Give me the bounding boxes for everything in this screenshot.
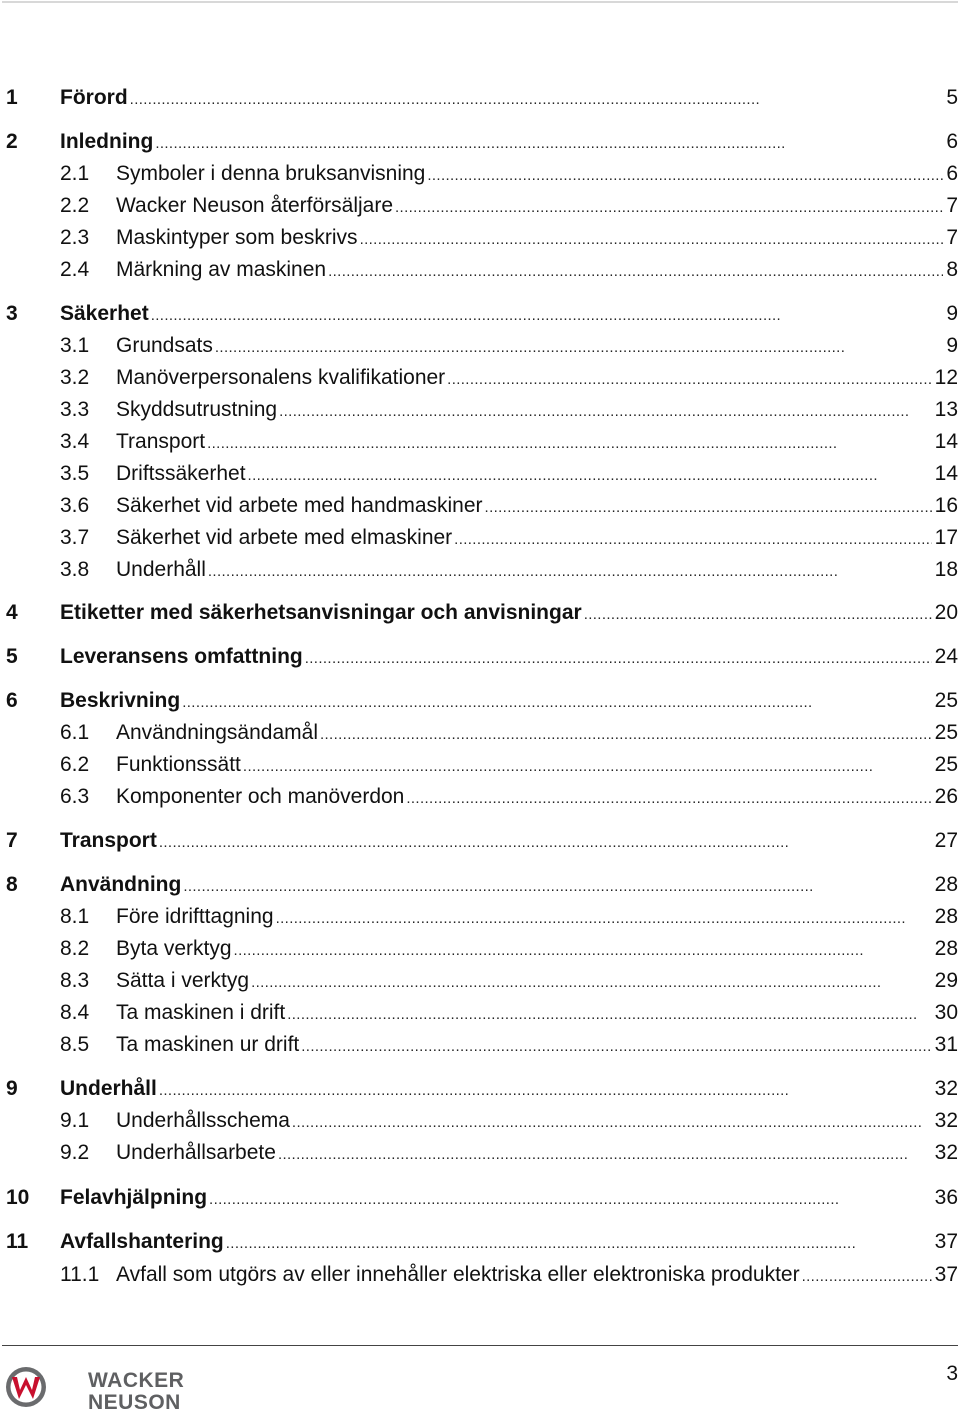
toc-entry xyxy=(116,934,958,964)
toc-section-row[interactable] xyxy=(0,782,960,812)
toc-entry-number: 7 xyxy=(6,829,18,852)
toc-entry xyxy=(60,826,958,856)
toc-entry xyxy=(60,127,958,157)
toc-dot-leader xyxy=(159,826,932,858)
toc-dot-leader xyxy=(287,998,931,1030)
toc-dot-leader xyxy=(207,427,932,459)
toc-entry-title: Sätta i verktyg xyxy=(116,969,250,992)
toc-dot-leader xyxy=(215,331,943,363)
toc-entry-number: 9 xyxy=(6,1077,18,1100)
toc-section-row[interactable] xyxy=(0,718,960,748)
toc-chapter-row[interactable] xyxy=(0,870,960,900)
toc-page-number: 27 xyxy=(934,829,958,852)
toc-section-row[interactable] xyxy=(0,966,960,996)
toc-entry-number: 3.6 xyxy=(60,494,90,517)
toc-entry xyxy=(116,223,958,253)
toc-section-row[interactable] xyxy=(0,331,960,361)
toc-page-number: 25 xyxy=(934,689,958,712)
toc-section-row[interactable] xyxy=(0,363,960,393)
toc-entry-number: 2.1 xyxy=(60,162,90,185)
toc-entry xyxy=(116,1260,958,1290)
toc-dot-leader xyxy=(183,870,931,902)
toc-dot-leader xyxy=(234,934,932,966)
toc-page-number: 36 xyxy=(934,1186,958,1209)
toc-dot-leader xyxy=(155,127,943,159)
toc-entry-number: 6.2 xyxy=(60,753,90,776)
toc-dot-leader xyxy=(130,83,944,115)
toc-dot-leader xyxy=(485,491,932,523)
toc-dot-leader xyxy=(226,1227,932,1259)
toc-entry-title: Driftssäkerhet xyxy=(116,462,246,485)
toc-entry xyxy=(116,427,958,457)
toc-section-row[interactable] xyxy=(0,902,960,932)
toc-entry xyxy=(116,966,958,996)
toc-section-row[interactable] xyxy=(0,934,960,964)
toc-dot-leader xyxy=(251,966,932,998)
toc-entry-number: 10 xyxy=(6,1186,30,1209)
toc-chapter-row[interactable] xyxy=(0,83,960,113)
toc-dot-leader xyxy=(209,1183,932,1215)
toc-entry-number: 3.7 xyxy=(60,526,90,549)
toc-entry-title: Wacker Neuson återförsäljare xyxy=(116,194,393,217)
toc-section-row[interactable] xyxy=(0,998,960,1028)
toc-entry-title: Avfallshantering xyxy=(60,1230,224,1253)
toc-page-number: 9 xyxy=(946,302,958,325)
toc-entry-number: 6.1 xyxy=(60,721,90,744)
toc-dot-leader xyxy=(802,1260,932,1292)
toc-section-row[interactable] xyxy=(0,750,960,780)
toc-entry-number: 3.1 xyxy=(60,334,90,357)
toc-chapter-row[interactable] xyxy=(0,642,960,672)
toc-entry xyxy=(116,331,958,361)
toc-dot-leader xyxy=(208,555,932,587)
toc-section-row[interactable] xyxy=(0,223,960,253)
toc-dot-leader xyxy=(320,718,932,750)
toc-section-row[interactable] xyxy=(0,159,960,189)
toc-entry xyxy=(116,750,958,780)
toc-entry-title: Symboler i denna bruksanvisning xyxy=(116,162,426,185)
toc-chapter-row[interactable] xyxy=(0,1227,960,1257)
toc-dot-leader xyxy=(301,1030,931,1062)
toc-entry xyxy=(60,870,958,900)
toc-page-number: 20 xyxy=(934,601,958,624)
toc-entry-title: Säkerhet vid arbete med elmaskiner xyxy=(116,526,453,549)
toc-page-number: 37 xyxy=(934,1263,958,1286)
toc-page-number: 28 xyxy=(934,905,958,928)
toc-entry-title: Funktionssätt xyxy=(116,753,241,776)
toc-entry-title: Beskrivning xyxy=(60,689,181,712)
toc-entry-title: Underhåll xyxy=(60,1077,157,1100)
toc-page-number: 25 xyxy=(934,721,958,744)
toc-entry xyxy=(60,598,958,628)
toc-section-row[interactable] xyxy=(0,1106,960,1136)
toc-entry-title: Felavhjälpning xyxy=(60,1186,208,1209)
toc-dot-leader xyxy=(427,159,943,191)
top-border xyxy=(2,1,958,3)
toc-entry-number: 8.2 xyxy=(60,937,90,960)
toc-section-row[interactable] xyxy=(0,1260,960,1290)
toc-page-number: 28 xyxy=(934,937,958,960)
toc-chapter-row[interactable] xyxy=(0,127,960,157)
toc-entry xyxy=(60,686,958,716)
toc-section-row[interactable] xyxy=(0,491,960,521)
toc-entry xyxy=(116,718,958,748)
toc-page-number: 17 xyxy=(934,526,958,549)
toc-entry-title: Före idrifttagning xyxy=(116,905,274,928)
toc-entry-number: 6.3 xyxy=(60,785,90,808)
toc-entry-title: Säkerhet xyxy=(60,302,149,325)
toc-page-number: 6 xyxy=(946,162,958,185)
toc-page-number: 7 xyxy=(946,226,958,249)
toc-page-number: 14 xyxy=(934,430,958,453)
toc-page-number: 29 xyxy=(934,969,958,992)
toc-entry-number: 1 xyxy=(6,86,18,109)
toc-entry-title: Användning xyxy=(60,873,182,896)
toc-entry xyxy=(116,523,958,553)
toc-entry xyxy=(116,1030,958,1060)
toc-page-number: 26 xyxy=(934,785,958,808)
toc-entry-number: 8.4 xyxy=(60,1001,90,1024)
toc-section-row[interactable] xyxy=(0,395,960,425)
toc-dot-leader xyxy=(395,191,943,223)
toc-entry xyxy=(116,191,958,221)
toc-entry xyxy=(60,642,958,672)
w-emblem-icon xyxy=(6,1367,46,1407)
toc-dot-leader xyxy=(360,223,944,255)
toc-chapter-row[interactable] xyxy=(0,1074,960,1104)
toc-chapter-row[interactable] xyxy=(0,598,960,628)
toc-entry-title: Transport xyxy=(60,829,157,852)
toc-chapter-row[interactable] xyxy=(0,686,960,716)
toc-entry xyxy=(116,491,958,521)
page-number: 3 xyxy=(946,1362,958,1385)
toc-entry-title: Maskintyper som beskrivs xyxy=(116,226,358,249)
toc-dot-leader xyxy=(159,1074,932,1106)
toc-section-row[interactable] xyxy=(0,427,960,457)
toc-entry-number: 5 xyxy=(6,645,18,668)
toc-entry-title: Användningsändamål xyxy=(116,721,318,744)
toc-page-number: 16 xyxy=(934,494,958,517)
toc-entry xyxy=(60,299,958,329)
toc-section-row[interactable] xyxy=(0,459,960,489)
toc-entry-number: 9.2 xyxy=(60,1141,90,1164)
toc-entry-title: Underhåll xyxy=(116,558,206,581)
toc-dot-leader xyxy=(151,299,944,331)
toc-entry-title: Transport xyxy=(116,430,206,453)
toc-entry-title: Inledning xyxy=(60,130,154,153)
toc-page-number: 8 xyxy=(946,258,958,281)
logo-text-wacker: WACKER xyxy=(88,1369,185,1392)
toc-dot-leader xyxy=(305,642,932,674)
toc-section-row[interactable] xyxy=(0,191,960,221)
toc-entry-title: Förord xyxy=(60,86,128,109)
toc-entry xyxy=(116,1138,958,1168)
toc-entry-title: Grundsats xyxy=(116,334,213,357)
toc-entry xyxy=(116,1106,958,1136)
toc-dot-leader xyxy=(248,459,932,491)
toc-entry xyxy=(60,83,958,113)
toc-entry-title: Ta maskinen ur drift xyxy=(116,1033,300,1056)
toc-entry xyxy=(116,555,958,585)
toc-dot-leader xyxy=(278,1138,932,1170)
toc-entry xyxy=(116,395,958,425)
toc-section-row[interactable] xyxy=(0,1030,960,1060)
toc-dot-leader xyxy=(292,1106,932,1138)
toc-entry-number: 6 xyxy=(6,689,18,712)
toc-entry-number: 8 xyxy=(6,873,18,896)
toc-entry-title: Underhållsschema xyxy=(116,1109,290,1132)
toc-entry-title: Underhållsarbete xyxy=(116,1141,276,1164)
toc-page-number: 31 xyxy=(934,1033,958,1056)
toc-entry-title: Manöverpersonalens kvalifikationer xyxy=(116,366,446,389)
toc-entry-number: 8.1 xyxy=(60,905,90,928)
toc-entry xyxy=(116,255,958,285)
toc-entry-number: 2.4 xyxy=(60,258,90,281)
toc-page-number: 9 xyxy=(946,334,958,357)
toc-page-number: 37 xyxy=(934,1230,958,1253)
toc-entry-number: 8.3 xyxy=(60,969,90,992)
toc-dot-leader xyxy=(406,782,931,814)
toc-dot-leader xyxy=(182,686,931,718)
toc-entry-title: Komponenter och manöverdon xyxy=(116,785,405,808)
toc-dot-leader xyxy=(584,598,932,630)
toc-entry-title: Avfall som utgörs av eller innehåller elektriska eller elektroniska produkter xyxy=(116,1263,800,1286)
toc-entry xyxy=(116,998,958,1028)
toc-dot-leader xyxy=(454,523,931,555)
toc-chapter-row[interactable] xyxy=(0,299,960,329)
toc-entry xyxy=(116,782,958,812)
toc-entry-title: Ta maskinen i drift xyxy=(116,1001,286,1024)
toc-page-number: 24 xyxy=(934,645,958,668)
toc-entry-title: Märkning av maskinen xyxy=(116,258,327,281)
toc-entry-number: 2.2 xyxy=(60,194,90,217)
toc-entry-number: 3.2 xyxy=(60,366,90,389)
toc-entry xyxy=(60,1183,958,1213)
logo-text-neuson: NEUSON xyxy=(88,1391,181,1411)
toc-page-number: 25 xyxy=(934,753,958,776)
toc-page-number: 32 xyxy=(934,1077,958,1100)
toc-section-row[interactable] xyxy=(0,555,960,585)
toc-entry-number: 2.3 xyxy=(60,226,90,249)
toc-page-number: 13 xyxy=(934,398,958,421)
toc-entry xyxy=(60,1074,958,1104)
toc-chapter-row[interactable] xyxy=(0,1183,960,1213)
toc-entry-title: Leveransens omfattning xyxy=(60,645,303,668)
toc-page-number: 28 xyxy=(934,873,958,896)
toc-entry-title: Skyddsutrustning xyxy=(116,398,278,421)
toc-page-number: 14 xyxy=(934,462,958,485)
toc-page-number: 32 xyxy=(934,1141,958,1164)
toc-dot-leader xyxy=(243,750,932,782)
toc-entry-title: Byta verktyg xyxy=(116,937,232,960)
toc-page-number: 32 xyxy=(934,1109,958,1132)
toc-entry xyxy=(116,459,958,489)
toc-entry-number: 11.1 xyxy=(60,1263,100,1286)
toc-entry xyxy=(116,159,958,189)
toc-section-row[interactable] xyxy=(0,1138,960,1168)
toc-page-number: 30 xyxy=(934,1001,958,1024)
toc-entry-number: 3.3 xyxy=(60,398,90,421)
toc-entry-number: 3.4 xyxy=(60,430,90,453)
toc-entry xyxy=(60,1227,958,1257)
toc-entry-number: 3.5 xyxy=(60,462,90,485)
toc-page-number: 12 xyxy=(934,366,958,389)
toc-page-number: 6 xyxy=(946,130,958,153)
toc-page-number: 7 xyxy=(946,194,958,217)
footer-divider xyxy=(2,1345,958,1346)
toc-entry-title: Säkerhet vid arbete med handmaskiner xyxy=(116,494,483,517)
toc-entry-number: 11 xyxy=(6,1230,29,1253)
toc-section-row[interactable] xyxy=(0,523,960,553)
toc-entry-number: 4 xyxy=(6,601,18,624)
toc-entry-title: Etiketter med säkerhetsanvisningar och anvisningar xyxy=(60,601,582,624)
toc-page-number: 18 xyxy=(934,558,958,581)
wacker-neuson-logo xyxy=(4,1363,214,1411)
toc-dot-leader xyxy=(276,902,932,934)
toc-entry xyxy=(116,363,958,393)
toc-entry-number: 8.5 xyxy=(60,1033,90,1056)
toc-entry-number: 3 xyxy=(6,302,18,325)
toc-dot-leader xyxy=(279,395,932,427)
toc-entry-number: 2 xyxy=(6,130,18,153)
toc-dot-leader xyxy=(328,255,943,287)
toc-chapter-row[interactable] xyxy=(0,826,960,856)
toc-entry-number: 9.1 xyxy=(60,1109,90,1132)
toc-section-row[interactable] xyxy=(0,255,960,285)
toc-page-number: 5 xyxy=(946,86,958,109)
toc-entry xyxy=(116,902,958,932)
toc-entry-number: 3.8 xyxy=(60,558,90,581)
toc-dot-leader xyxy=(447,363,931,395)
